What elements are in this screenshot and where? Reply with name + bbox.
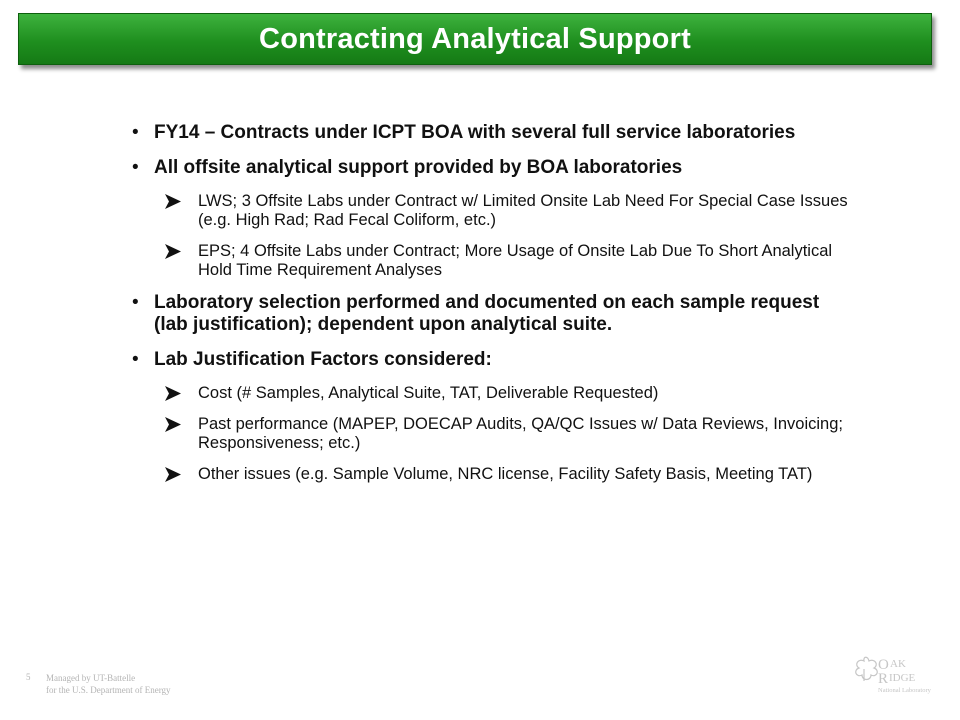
sub-bullet-text: EPS; 4 Offsite Labs under Contract; More Usage of Onsite Lab Due To Short Analytical Hold Time Requirement Analyses <box>198 242 833 279</box>
slide-title: Contracting Analytical Support <box>259 22 691 55</box>
title-bar <box>18 13 932 65</box>
svg-text:R: R <box>878 671 889 687</box>
arrowhead-bullet-icon <box>164 466 182 483</box>
arrowhead-bullet-icon <box>164 416 182 433</box>
bullet-item: • All offsite analytical support provided by BOA laboratories <box>132 157 852 179</box>
sub-bullet-item <box>132 192 852 230</box>
slide-content <box>132 122 852 496</box>
arrowhead-bullet-icon <box>164 243 182 260</box>
sub-bullet-text: Cost (# Samples, Analytical Suite, TAT, Deliverable Requested) <box>198 384 659 402</box>
arrowhead-bullet-icon <box>164 385 182 402</box>
page-number: 5 <box>26 672 31 682</box>
bullet-item: • Lab Justification Factors considered: <box>132 349 852 371</box>
bullet-item: • Laboratory selection performed and documented on each sample request (lab justification); dependent upon analytical suite. <box>132 292 852 336</box>
bullet-item: • FY14 – Contracts under ICPT BOA with several full service laboratories <box>132 122 852 144</box>
sub-bullet-item <box>132 242 852 280</box>
arrowhead-bullet-icon <box>164 193 182 210</box>
sub-bullet-text: Other issues (e.g. Sample Volume, NRC license, Facility Safety Basis, Meeting TAT) <box>198 465 813 483</box>
sub-bullet-text: LWS; 3 Offsite Labs under Contract w/ Limited Onsite Lab Need For Special Case Issues (e.g. High Rad; Rad Fecal Coliform, etc.) <box>198 192 848 229</box>
svg-text:AK: AK <box>890 658 906 670</box>
sub-bullet-text: Past performance (MAPEP, DOECAP Audits, QA/QC Issues w/ Data Reviews, Invoicing; Responsiveness; etc.) <box>198 415 843 452</box>
sub-bullet-item <box>132 415 852 453</box>
svg-text:O: O <box>878 657 889 673</box>
svg-text:IDGE: IDGE <box>889 672 916 684</box>
svg-text:National Laboratory: National Laboratory <box>878 687 931 694</box>
ornl-logo <box>850 651 940 695</box>
sub-bullet-item <box>132 465 852 484</box>
footer-credit <box>46 672 171 696</box>
footer-line-2: for the U.S. Department of Energy <box>46 685 171 695</box>
sub-bullet-item <box>132 384 852 403</box>
footer-line-1: Managed by UT-Battelle <box>46 673 136 683</box>
